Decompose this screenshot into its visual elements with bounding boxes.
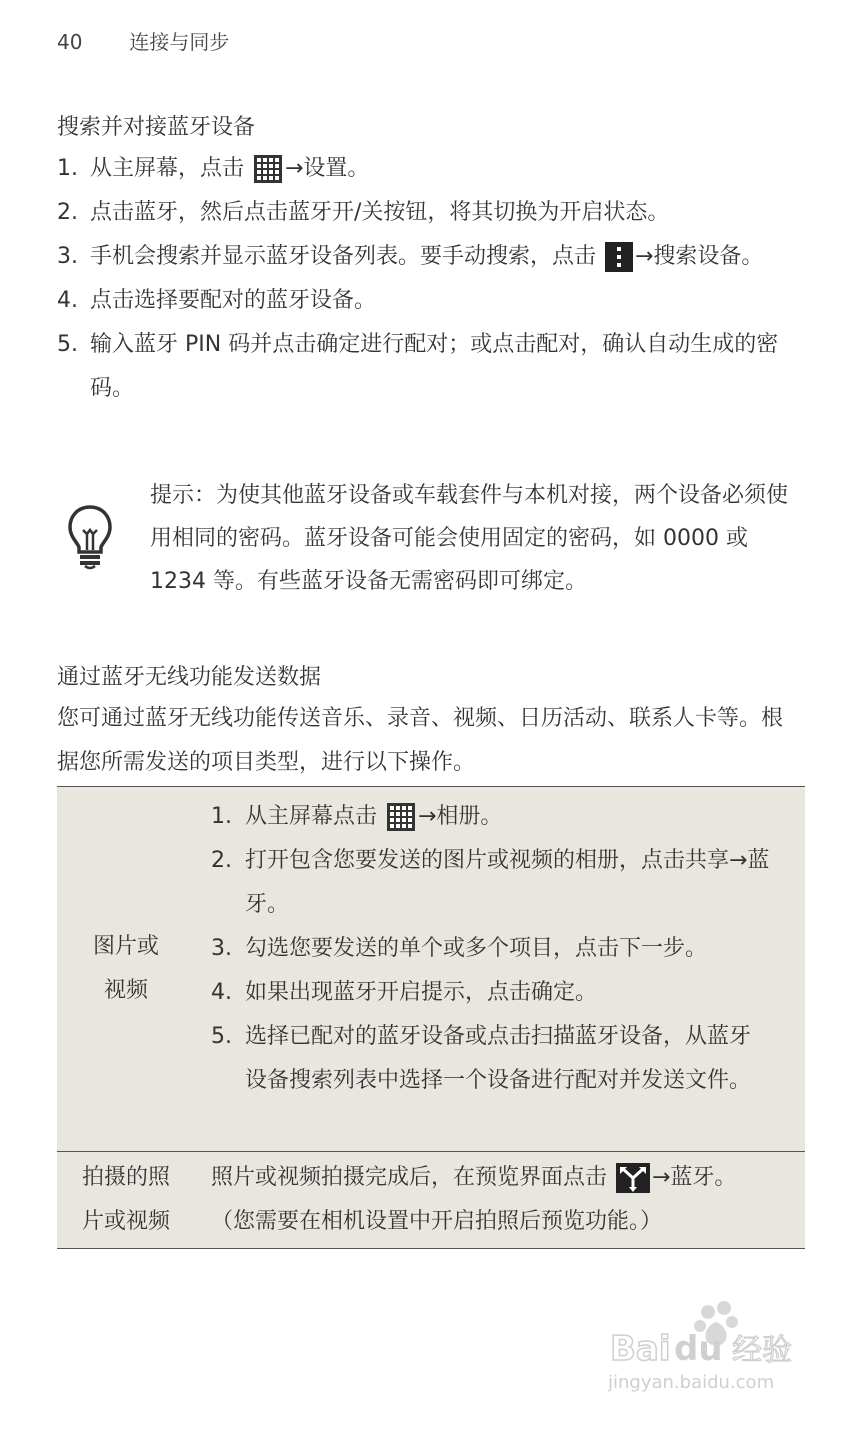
photo-step-2: 2. 打开包含您要发送的图片或视频的相册，点击共享→蓝牙。 <box>211 848 770 917</box>
svg-text:Bai: Bai <box>610 1329 671 1369</box>
lightbulb-icon <box>66 504 114 570</box>
row-label: 拍摄的照 片或视频 <box>81 1165 170 1234</box>
camera-instruction: 照片或视频拍摄完成后，在预览界面点击 →蓝牙。 <box>211 1156 805 1200</box>
page-header <box>57 26 229 55</box>
pairing-steps <box>57 147 797 411</box>
photo-steps <box>195 795 771 1103</box>
photo-step-3: 3. 勾选您要发送的单个或多个项目，点击下一步。 <box>211 936 708 961</box>
photo-step-5: 5. 选择已配对的蓝牙设备或点击扫描蓝牙设备，从蓝牙设备搜索列表中选择一个设备进行配对并发送文件。 <box>211 1024 752 1093</box>
baidu-watermark <box>608 1298 808 1398</box>
step-2: 2. 点击蓝牙，然后点击蓝牙开/关按钮，将其切换为开启状态。 <box>57 200 670 225</box>
section-title-pairing: 搜索并对接蓝牙设备 <box>57 115 256 140</box>
row-label: 图片或 视频 <box>92 934 159 1003</box>
svg-text:jingyan.baidu.com: jingyan.baidu.com <box>608 1372 775 1393</box>
row-content <box>195 1152 805 1248</box>
step-1: 1. 从主屏幕，点击 →设置。 <box>57 147 797 191</box>
share-icon <box>616 1163 650 1193</box>
step-4: 4. 点击选择要配对的蓝牙设备。 <box>57 288 377 313</box>
svg-text:du: du <box>674 1329 723 1369</box>
chapter-title: 连接与同步 <box>129 30 230 54</box>
grid-icon <box>253 154 283 184</box>
grid-icon <box>386 802 416 832</box>
tip-text: 提示：为使其他蓝牙设备或车载套件与本机对接，两个设备必须使用相同的密码。蓝牙设备可能会使用固定的密码，如 0000 或 1234 等。有些蓝牙设备无需密码即可绑定。 <box>150 483 789 594</box>
menu-dots-icon <box>605 242 633 272</box>
step-3: 3. 手机会搜索并显示蓝牙设备列表。要手动搜索，点击 →搜索设备。 <box>57 235 797 279</box>
section-intro: 您可通过蓝牙无线功能传送音乐、录音、视频、日历活动、联系人卡等。根据您所需发送的项目类型，进行以下操作。 <box>57 706 784 775</box>
section-title-send: 通过蓝牙无线功能发送数据 <box>57 665 322 690</box>
camera-note: （您需要在相机设置中开启拍照后预览功能。） <box>211 1209 663 1234</box>
svg-text:经验: 经验 <box>732 1333 792 1368</box>
row-content <box>195 787 805 1151</box>
page-number: 40 <box>57 30 83 54</box>
step-5: 5. 输入蓝牙 PIN 码并点击确定进行配对；或点击配对，确认自动生成的密码。 <box>57 332 779 401</box>
table-row <box>57 1151 805 1249</box>
send-options-table <box>57 786 805 1249</box>
photo-step-4: 4. 如果出现蓝牙开启提示，点击确定。 <box>211 980 598 1005</box>
photo-step-1: 1. 从主屏幕点击 →相册。 <box>211 795 771 839</box>
table-row <box>57 786 805 1151</box>
